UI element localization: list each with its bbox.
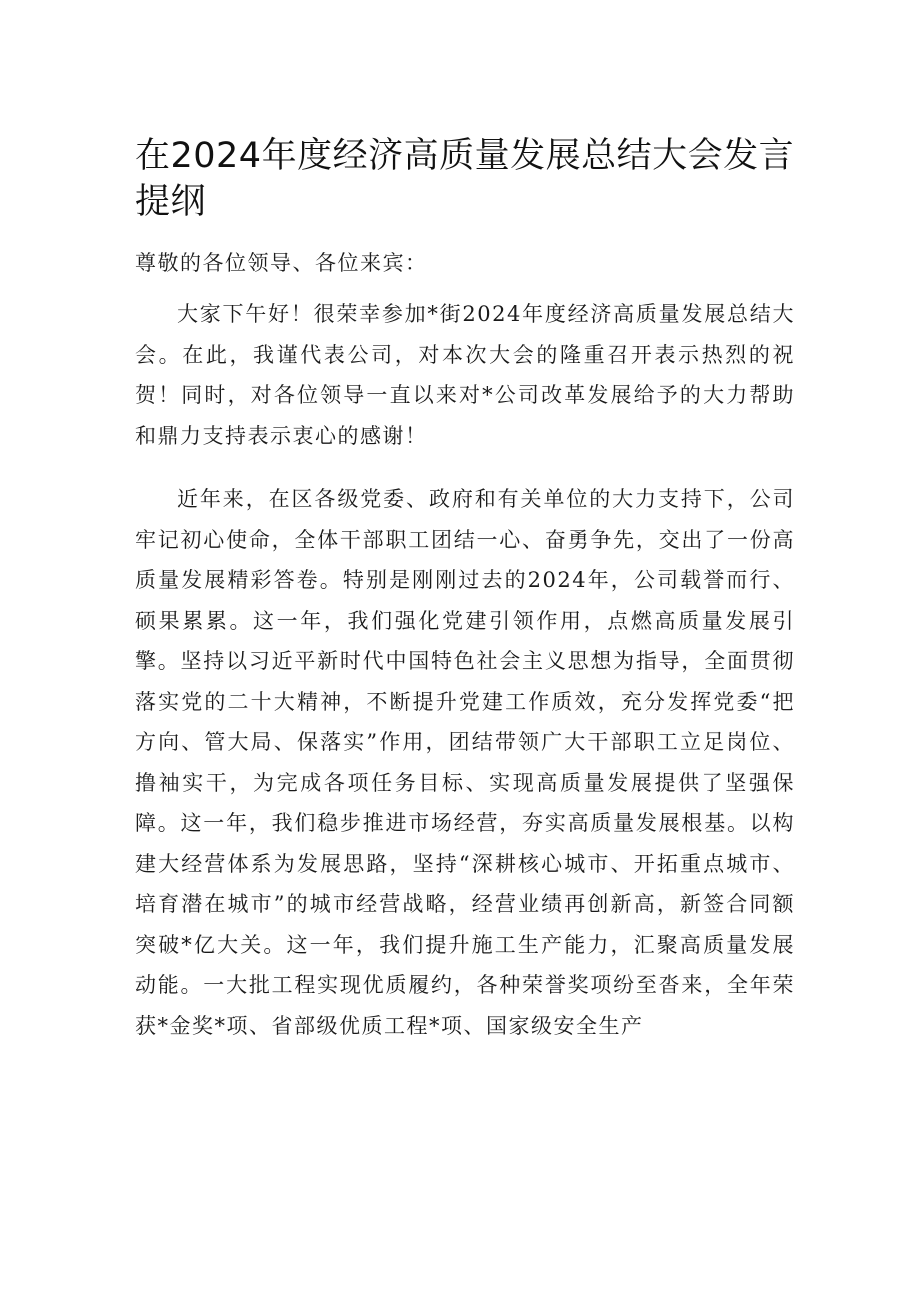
- salutation: 尊敬的各位领导、各位来宾：: [135, 251, 428, 275]
- paragraph-achievements: 近年来，在区各级党委、政府和有关单位的大力支持下，公司牢记初心使命，全体干部职工团结一心、奋勇争先，交出了一份高质量发展精彩答卷。特别是刚刚过去的2024年，公司载誉而行、硕果累累。这一年，我们强化党建引领作用，点燃高质量发展引擎。坚持以习近平新时代中国特色社会主义思想为指导，全面贯彻落实党的二十大精神，不断提升党建工作质效，充分发挥党委“把方向、管大局、保落实”作用，团结带领广大干部职工立足岗位、撸袖实干，为完成各项任务目标、实现高质量发展提供了坚强保障。这一年，我们稳步推进市场经营，夯实高质量发展根基。以构建大经营体系为发展思路，坚持“深耕核心城市、开拓重点城市、培育潜在城市”的城市经营战略，经营业绩再创新高，新签合同额突破*亿大关。这一年，我们提升施工生产能力，汇聚高质量发展动能。一大批工程实现优质履约，各种荣誉奖项纷至沓来，全年荣获*金奖*项、省部级优质工程*项、国家级安全生产: [135, 487, 795, 1038]
- document-title: 在2024年度经济高质量发展总结大会发言提纲: [135, 136, 795, 222]
- paragraph-greeting: 大家下午好！很荣幸参加*街2024年度经济高质量发展总结大会。在此，我谨代表公司，对本次大会的隆重召开表示热烈的祝贺！同时，对各位领导一直以来对*公司改革发展给予的大力帮助和鼎力支持表示衷心的感谢！: [135, 302, 795, 448]
